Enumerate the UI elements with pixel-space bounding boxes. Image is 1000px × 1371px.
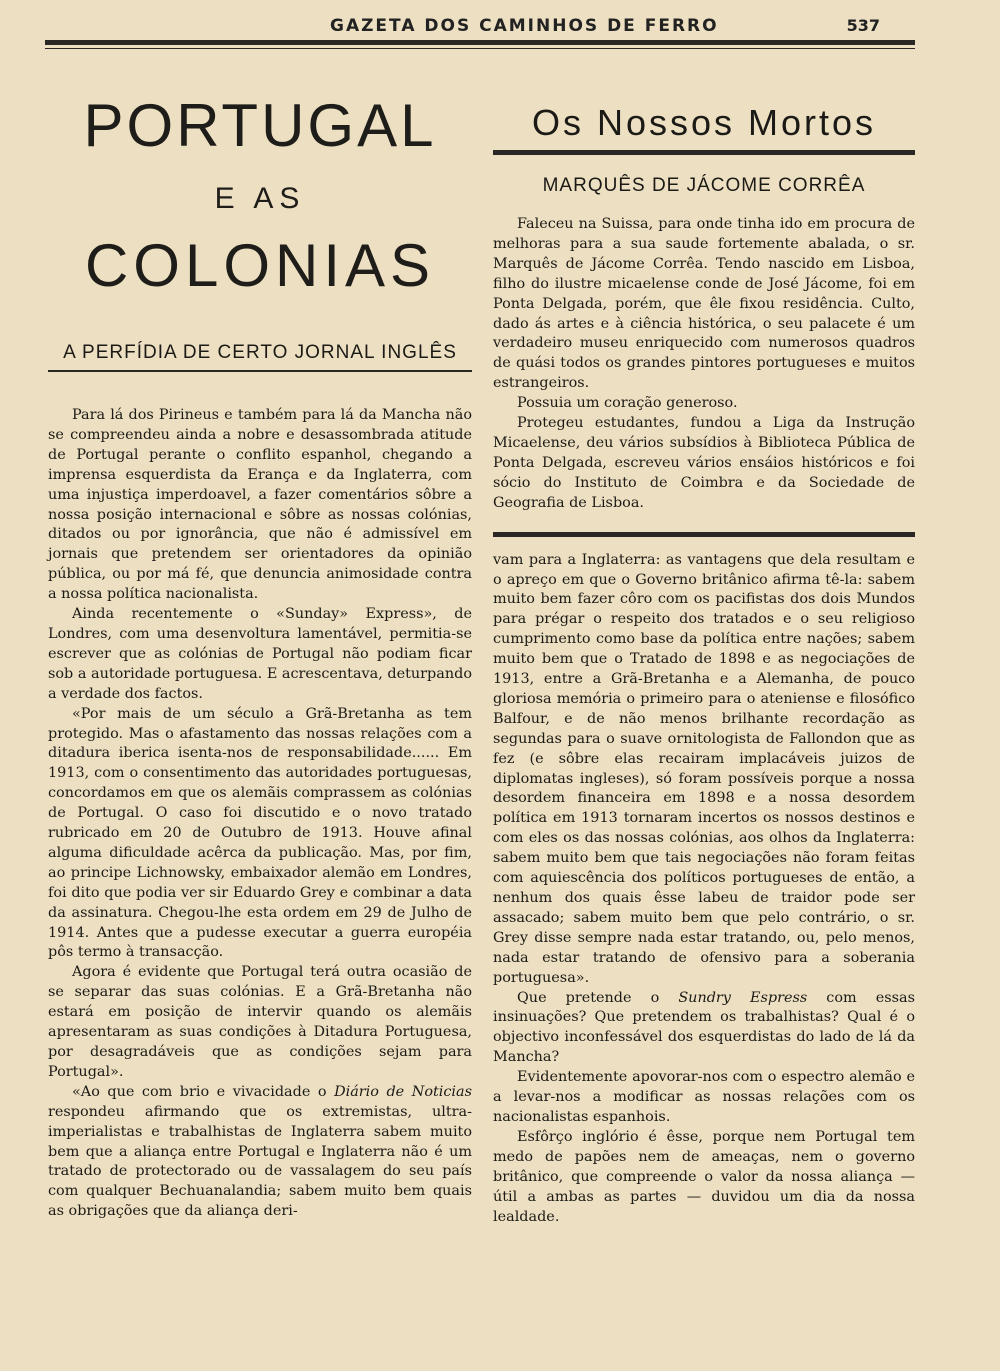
paragraph: Para lá dos Pirineus e também para lá da Mancha não se compreendeu ainda a nobre e desassombrada atitude de Portugal perante o conflito espanhol, chegando a imprensa esquerdista da Erança e da Inglaterra, com uma injustiça imperdoavel, a fazer comentários sôbre a nossa posição internacional e sôbre as nossas colónias, ditados ou por ignorância, que não é admissível em jornais que pretendem ser orientadores da opinião pública, ou por má fé, que denuncia animosidade contra a nossa política nacionalista. — [48, 407, 472, 603]
paragraph — [48, 1083, 472, 1222]
paragraph: Esfôrço inglório é êsse, porque nem Portugal tem medo de papões nem de ameaças, nem o governo britânico, que compreende o valor da nossa aliança — útil a ambas as partes — duvidou um dia da nossa lealdade. — [493, 1128, 915, 1225]
paragraph: Evidentemente apovorar-nos com o espectro alemão e a levar-nos a modificar as nossas relações com os nacionalistas espanhois. — [493, 1069, 915, 1125]
paragraph-text: respondeu afirmando que os extremistas, ultra-imperialistas e trabalhistas de Inglaterra sabem muito bem que a aliança entre Portugal e Inglaterra não é um tratado de protectorado ou de vassalagem do seu país com qualquer Bechuanalandia; sabem muito bem quais as obrigações que da aliança deri- — [48, 1103, 472, 1220]
paragraph-text: «Ao que com brio e vivacidade o — [72, 1083, 335, 1100]
left-article-body — [48, 406, 472, 1222]
masthead — [45, 12, 915, 52]
article-title-line1: PORTUGAL — [83, 92, 437, 159]
paragraph — [493, 989, 915, 1069]
paragraph: Faleceu na Suissa, para onde tinha ido em procura de melhoras para a sua saude fortemente abalada, o sr. Marquês de Jácome Corrêa. Tendo nascido em Lisboa, filho do ilustre micaelense conde de José Jácome, foi em Ponta Delgada, porém, que êle fixou residência. Culto, dado ás artes e à ciência histórica, o seu palacete é um verdadeiro museu enriquecido com numerosos quadros de quási todos os grandes pintores portugueses e muitos estrangeiros. — [493, 216, 915, 392]
article-title-line3: COLONIAS — [84, 232, 436, 299]
page-number: 537 — [846, 16, 880, 35]
paragraph: Ainda recentemente o «Sunday» Express», de Londres, com uma desenvoltura lamentável, permitia-se escrever que as colónias de Portugal não podiam ficar sob a autoridade portuguesa. E acrescentava, deturpando a verdade dos factos. — [48, 606, 472, 702]
masthead-rule-thin — [45, 48, 915, 49]
paragraph: Possuia um coração generoso. — [517, 395, 738, 412]
obituary-title: Os Nossos Mortos — [493, 102, 915, 155]
article-subtitle: A PERFÍDIA DE CERTO JORNAL INGLÊS — [48, 342, 472, 372]
article-title-line2: E AS — [214, 182, 306, 215]
obituary-subtitle: MARQUÊS DE JÁCOME CORRÊA — [542, 175, 866, 196]
left-column — [48, 90, 472, 1222]
newspaper-name: Diário de Noticias — [334, 1083, 472, 1100]
publication-title: GAZETA DOS CAMINHOS DE FERRO — [330, 16, 719, 36]
paragraph: Agora é evidente que Portugal terá outra ocasião de se separar das suas colónias. E a Grã-Bretanha não estará em posição de intervir quando os alemãis apresentaram as suas condições à Ditadura Portuguesa, por desagradáveis que as condições sejam para Portugal». — [48, 964, 472, 1080]
paragraph: vam para a Inglaterra: as vantagens que dela resultam e o apreço em que o Governo britânico afirma tê-la: sabem muito bem fazer côro com os pacifistas dos dois Mundos para prégar o respeito dos tratados e o seu religioso cumprimento como base da política entre nações; sabem muito bem que o Tratado de 1898 e as negociações de 1913, entre a Grã-Bretanha e a Alemanha, de pouco gloriosa memória o primeiro para o ateniense e filosófico Balfour, e de não menos brilhante recordação as segundas para o suave ornitologista de Fallondon que as fez (e sôbre elas recairam implacáveis juizos de diplomatas ingleses), só foram possíveis porque a nossa desordem financeira em 1898 e a nossa desordem política em 1913 tornaram incertos os nossos destinos e com eles os das nossas colónias, aos olhos da Inglaterra: sabem muito bem que tais negociações não foram feitas com aquiescência dos políticos portugueses de então, a nenhum dos quais êsse labeu de traidor pode ser assacado; sabem muito bem que pelo contrário, o sr. Grey disse sempre nada estar tratando, ou, pelo menos, nada estar tratando de ofensivo para a soberania portuguesa». — [493, 551, 915, 986]
continuation-body — [493, 551, 915, 1228]
right-column — [493, 90, 915, 1227]
paragraph: «Por mais de um século a Grã-Bretanha as tem protegido. Mas o afastamento das nossas relações com a ditadura iberica isenta-nos de responsabilidade...... Em 1913, com o consentimento das autoridades portuguesas, concordamos em que os alemãis comprassem as colónias de Portugal. O caso foi discutido e o novo tratado rubricado em 20 de Outubro de 1913. Houve afinal alguma dificuldade acêrca da publicação. Mas, por fim, ao principe Lichnowsky, embaixador alemão em Londres, foi dito que podia ver sir Eduardo Grey e combinar a data da assinatura. Chegou-lhe esta ordem em 29 de Julho de 1914. Antes que a pudesse executar a guerra européia pôs termo à transacção. — [48, 705, 472, 961]
newspaper-name: Sundry Espress — [678, 989, 808, 1006]
paragraph-text: Que pretende o — [517, 989, 679, 1006]
paragraph-text: com essas insinuações? Que pretendem os trabalhistas? Qual é o objectivo inconfessável dos esquerdistas do lado de lá da Mancha? — [493, 989, 915, 1066]
paragraph: Protegeu estudantes, fundou a Liga da Instrução Micaelense, deu vários subsídios à Biblioteca Pública de Ponta Delgada, escreveu vários ensáios históricos e foi sócio do Instituto de Coimbra e da Sociedade de Geografia de Lisboa. — [493, 415, 915, 511]
masthead-rule — [45, 40, 915, 45]
obituary-body — [493, 215, 915, 514]
section-divider — [493, 532, 915, 537]
